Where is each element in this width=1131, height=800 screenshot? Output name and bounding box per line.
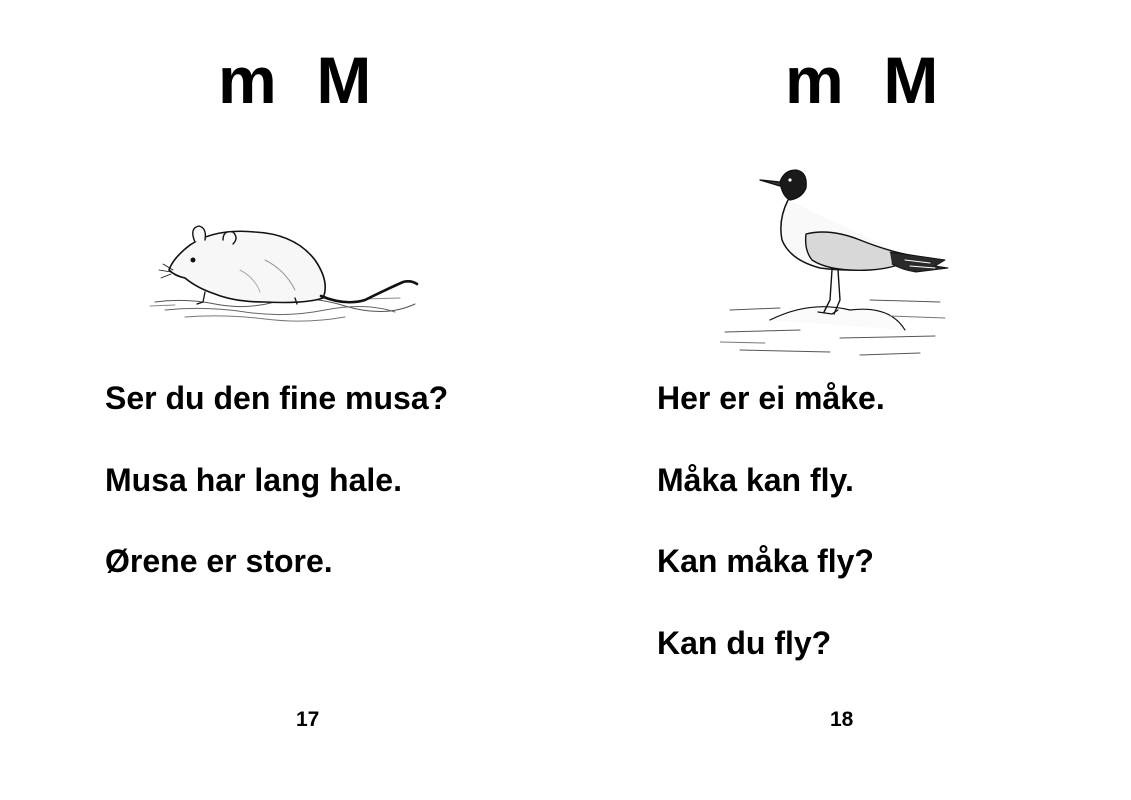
sentence: Musa har lang hale. [105,462,402,498]
letter-heading: m M [785,43,940,117]
sentence: Ser du den fine musa? [105,380,449,416]
sentence: Ørene er store. [105,543,333,579]
gull-illustration [720,160,950,365]
sentence: Kan måka fly? [657,543,874,579]
page-number: 18 [830,708,854,731]
sentence: Måka kan fly. [657,462,854,498]
sentence: Her er ei måke. [657,380,885,416]
sentence: Kan du fly? [657,625,832,661]
mouse-illustration [145,220,430,330]
letter-heading: m M [218,43,373,117]
right-page [565,0,1131,800]
page-number: 17 [296,708,320,731]
left-page [0,0,565,800]
